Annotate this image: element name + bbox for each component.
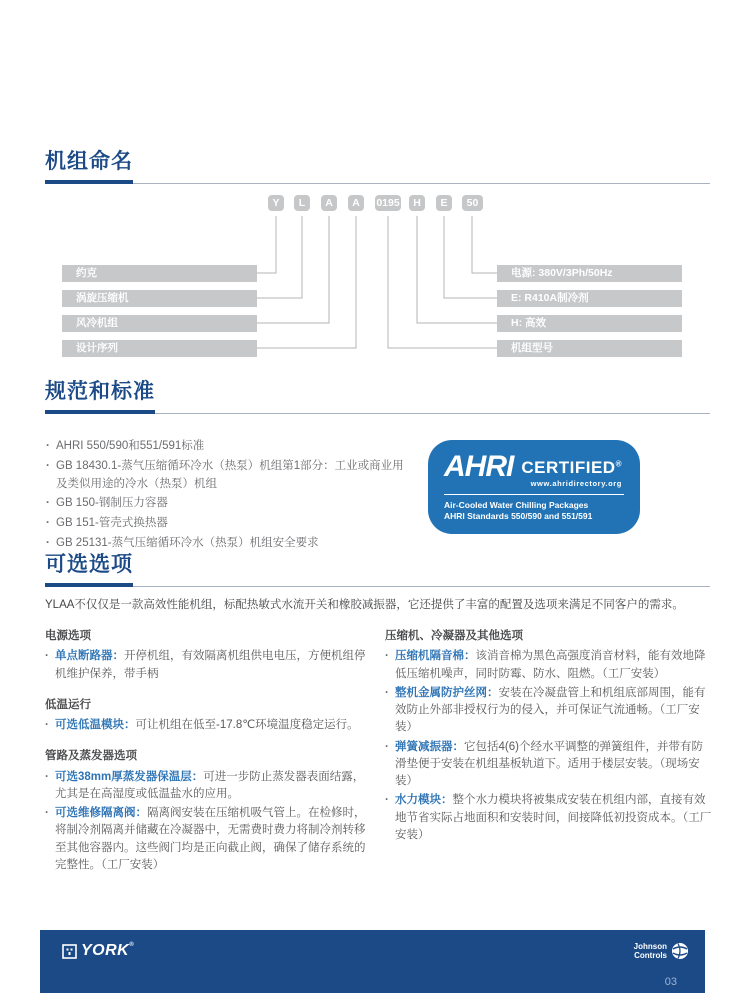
- option-name: 整机金属防护丝网：: [395, 686, 499, 699]
- section-options-title: 可选选项: [45, 553, 133, 587]
- option-item: [385, 648, 712, 683]
- york-logo: [62, 942, 134, 960]
- jc-word-controls: Controls: [634, 951, 667, 960]
- york-brand-word: YORK: [81, 942, 130, 959]
- option-item: [385, 739, 712, 791]
- naming-label-efficiency: H: 高效: [497, 315, 682, 332]
- naming-label-power: 电源: 380V/3Ph/50Hz: [497, 265, 682, 282]
- group-heading-compressor: 压缩机、冷凝器及其他选项: [385, 630, 523, 642]
- naming-label-series: 设计序列: [62, 340, 257, 357]
- york-logo-icon: [62, 944, 77, 959]
- standard-item: · AHRI 550/590和551/591标准: [45, 438, 415, 456]
- group-heading-lowtemp: 低温运行: [45, 698, 91, 711]
- ahri-badge-top: [444, 450, 624, 488]
- option-item: [45, 717, 372, 734]
- heading-rule: [45, 183, 710, 184]
- option-desc: 可让机组在低至-17.8℃环境温度稳定运行。: [135, 719, 359, 731]
- options-column-right: [385, 628, 712, 846]
- code-box-a1: A: [321, 195, 337, 211]
- option-item: [385, 685, 712, 737]
- standard-item: · GB 25131-蒸气压缩循环冷水（热泵）机组安全要求: [45, 535, 415, 553]
- option-item: [385, 792, 712, 844]
- option-item: [45, 805, 372, 874]
- jc-word-johnson: Johnson: [633, 942, 667, 951]
- naming-label-model: 机组型号: [497, 340, 682, 357]
- johnson-controls-logo-text: [634, 942, 667, 960]
- option-name: 可选38mm厚蒸发器保温层：: [55, 770, 204, 783]
- option-item: [45, 769, 372, 804]
- standard-item: · GB 18430.1-蒸气压缩循环冷水（热泵）机组第1部分：工业或商业用及类似用途的冷水（热泵）机组: [45, 458, 415, 494]
- johnson-controls-globe-icon: [671, 942, 689, 960]
- naming-label-compressor: 涡旋压缩机: [62, 290, 257, 307]
- section-standards-title: 规范和标准: [45, 380, 155, 414]
- option-name: 可选维修隔离阀：: [55, 807, 147, 819]
- section-naming-header: [45, 150, 710, 184]
- group-heading-power: 电源选项: [45, 630, 91, 642]
- option-desc: 该消音棉为黑色高强度消音材料，能有效地降低压缩机噪声，同时防霉、防水、阻燃。（工厂安装）: [395, 650, 706, 680]
- johnson-controls-logo: [634, 942, 689, 960]
- ahri-divider: [444, 494, 624, 495]
- option-desc: 隔离阀安装在压缩机吸气管上。在检修时，将制冷剂隔离并储藏在冷凝器中，无需费时费力将制冷剂转移至其他容器内。这些阀门均是正向截止阀，确保了储存系统的完整性。（工厂安装）: [55, 807, 366, 871]
- naming-diagram: [0, 195, 750, 365]
- code-box-y: Y: [268, 195, 284, 211]
- naming-label-york: 约克: [62, 265, 257, 282]
- option-desc: 安装在冷凝盘管上和机组底部周围，能有效防止外部非授权行为的侵入，并可保证气流通畅。（工厂安装）: [395, 686, 706, 734]
- ahri-certified-badge: [428, 440, 640, 534]
- ahri-certified-label: [521, 458, 622, 477]
- york-logo-text: [81, 942, 134, 960]
- options-intro: YLAA不仅仅是一款高效性能机组，标配热敏式水流开关和橡胶减振器，它还提供了丰富的配置及选项来满足不同客户的需求。: [45, 599, 684, 611]
- code-box-e: E: [436, 195, 452, 211]
- option-name: 压缩机隔音棉：: [395, 650, 476, 663]
- option-desc: 整个水力模块将被集成安装在机组内部，直接有效地节省实际占地面积和安装时间，间接降低初投资成本。（工厂安装）: [395, 794, 712, 841]
- code-box-size: 0195: [376, 197, 400, 209]
- option-desc: 开停机组，有效隔离机组供电电压，方便机组停机维护保养，带手柄: [55, 650, 366, 680]
- ahri-scope-line: Air-Cooled Water Chilling Packages: [444, 499, 589, 510]
- york-registered-mark: ®: [129, 942, 135, 948]
- code-box-50: 50: [462, 195, 483, 211]
- page-number: 03: [664, 976, 677, 988]
- ahri-standards-line: AHRI Standards 550/590 and 551/591: [444, 510, 593, 521]
- standard-item: · GB 151-管壳式换热器: [45, 515, 415, 533]
- option-name: 可选低温模块：: [55, 719, 136, 731]
- code-box-l: L: [294, 195, 310, 211]
- option-name: 弹簧减振器：: [395, 740, 464, 753]
- section-options-header: [45, 553, 710, 587]
- standard-item: · GB 150-钢制压力容器: [45, 495, 415, 513]
- ahri-logo-text: AHRI: [444, 450, 514, 483]
- option-item: [45, 648, 372, 683]
- naming-label-refrigerant: E: R410A制冷剂: [497, 290, 682, 307]
- option-name: 水力模块：: [395, 794, 453, 807]
- heading-rule: [45, 586, 710, 587]
- options-column-left: [45, 628, 372, 876]
- option-desc: 它包括4(6)个经水平调整的弹簧组件，并带有防滑垫便于安装在机组基板轨道下。适用于楼层安装。（现场安装）: [395, 740, 703, 787]
- footer-bar: [40, 930, 705, 993]
- ahri-certified-word: CERTIFIED: [521, 457, 616, 477]
- section-standards-header: [45, 380, 710, 414]
- option-name: 单点断路器：: [55, 650, 124, 663]
- naming-label-aircooled: 风冷机组: [62, 315, 257, 332]
- ahri-directory-url: www.ahridirectory.org: [530, 478, 622, 488]
- code-box-a2: A: [348, 195, 364, 211]
- section-naming-title: 机组命名: [45, 150, 133, 184]
- standards-list: [45, 438, 415, 555]
- code-box-h: H: [409, 195, 425, 211]
- group-heading-piping: 管路及蒸发器选项: [45, 750, 137, 763]
- option-desc: 可进一步防止蒸发器表面结露，尤其是在高湿度或低温盐水的应用。: [55, 770, 365, 800]
- ahri-certified-block: [521, 454, 622, 488]
- ahri-registered-mark: ®: [615, 459, 622, 468]
